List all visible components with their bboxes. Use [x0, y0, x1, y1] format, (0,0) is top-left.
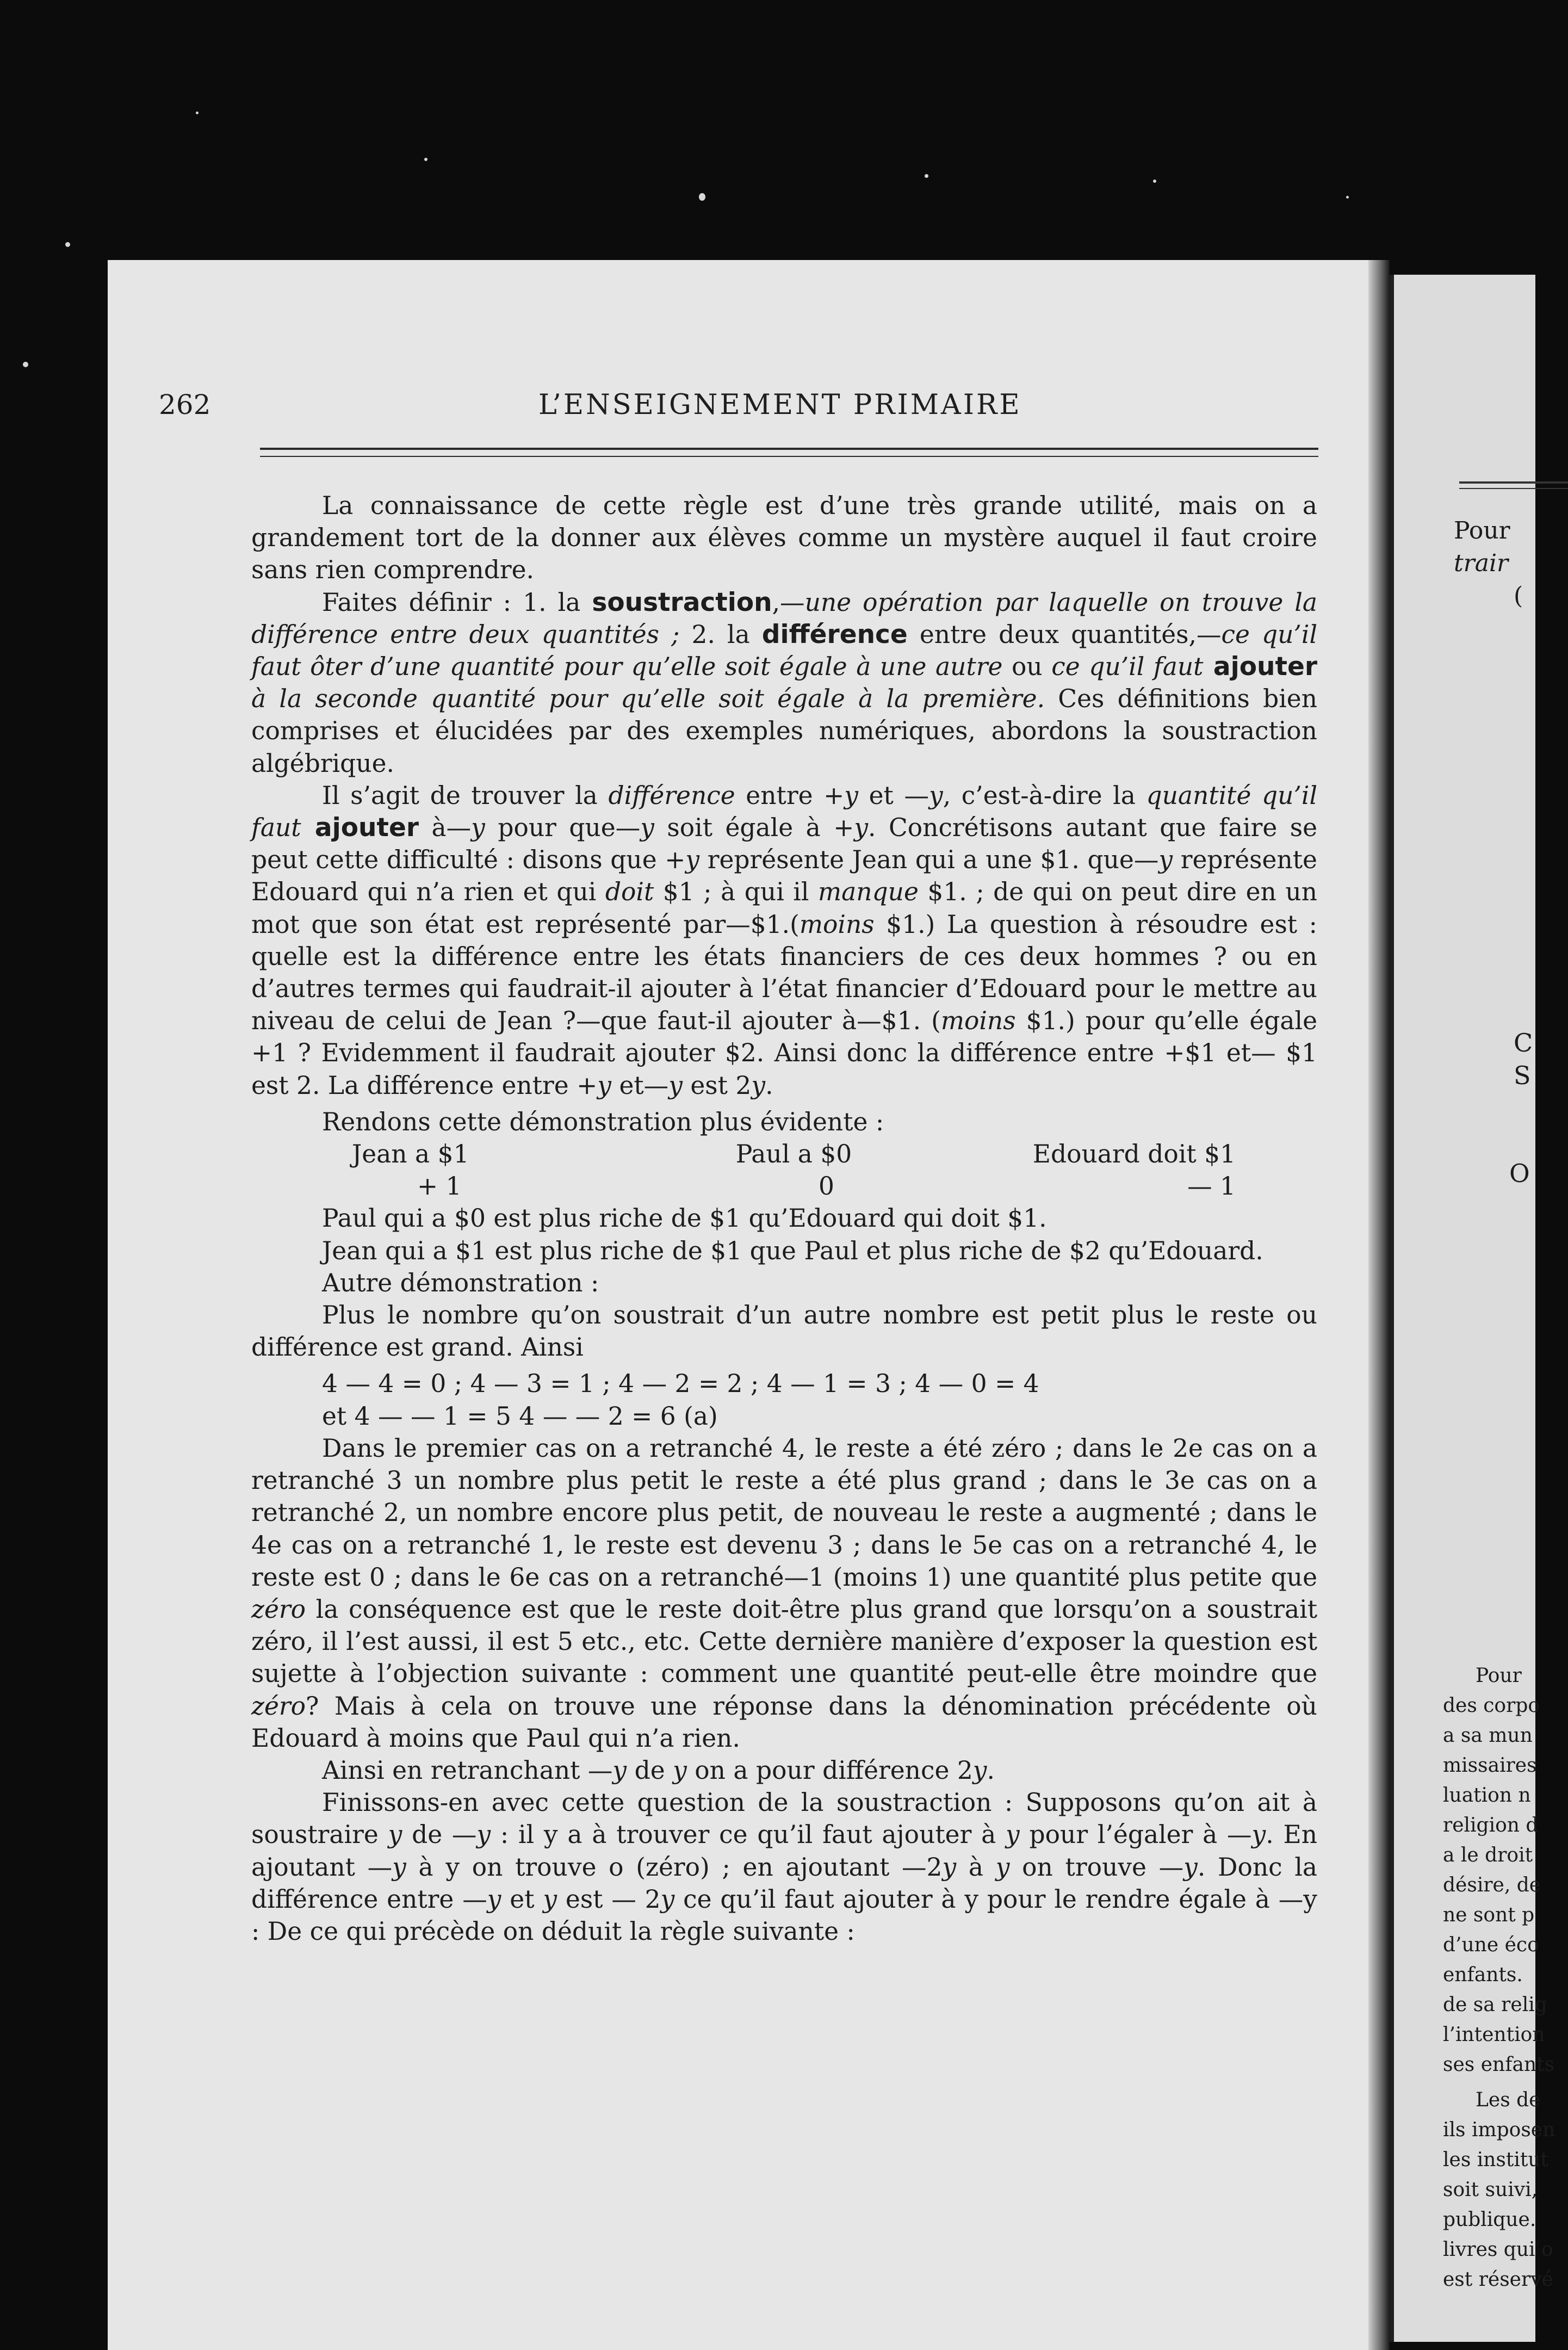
right-fragment: Pour: [1454, 517, 1510, 545]
right-fragment: soit suivi,: [1443, 2179, 1538, 2201]
paragraph-cases: Dans le premier cas on a retranché 4, le reste a été zéro ; dans le 2e cas on a retranché 3 un nombre plus petit le reste a été plus grand ; dans le 3e cas on a retranché 2, un nombre encore plus petit, de nouveau le reste a augmenté ; dans le 4e cas on a retranché 1, le reste est devenu 3 ; dans le 5e cas on a retranché 4, le reste est 0 ; dans le 6e cas on a retranché—1 (moins 1) une quantité plus petite que zéro la conséquence est que le reste doit-être plus grand que lorsqu’on a soustrait zéro, il l’est aussi, il est 5 etc., etc. Cette dernière manière d’exposer la question est sujette à l’objection suivante : comment une quantité peut-elle être moindre que zéro? Mais à cela on trouve une réponse dans la dénomination précédente où Edouard à moins que Paul qui n’a rien.: [251, 1433, 1317, 1753]
book-page-right: [1390, 275, 1555, 2342]
paragraph: Plus le nombre qu’on soustrait d’un autre nombre est petit plus le reste ou différence est grand. Ainsi: [251, 1301, 1317, 1362]
paragraph: Paul qui a $0 est plus riche de $1 qu’Edouard qui doit $1.: [322, 1204, 1047, 1233]
paragraph: Rendons cette démonstration plus évidente :: [322, 1107, 884, 1136]
right-fragment: a sa mun: [1443, 1724, 1533, 1747]
right-fragment: (: [1514, 582, 1523, 610]
paragraph: Ainsi en retranchant —y de y on a pour différence 2y.: [322, 1755, 995, 1785]
right-fragment: luation n: [1443, 1784, 1531, 1807]
right-fragment: ne sont p: [1443, 1904, 1535, 1926]
right-fragment: les institut: [1443, 2149, 1549, 2171]
right-fragment: publique.: [1443, 2209, 1536, 2231]
paragraph-conclusion: Finissons-en avec cette question de la soustraction : Supposons qu’on ait à soustraire y de —y : il y a à trouver ce qu’il faut ajouter à y pour l’égaler à —y. En ajoutant —y à y on trouve o (zéro) ; en ajoutant —2y à y on trouve —y. Donc la différence entre —y et y est — 2y ce qu’il faut ajouter à y pour le rendre égale à —y : De ce qui précède on déduit la règle suivante :: [251, 1788, 1318, 1946]
right-fragment: religion d: [1443, 1814, 1539, 1836]
body-text: [251, 490, 1317, 1947]
demo-cell: Edouard doit $1: [1032, 1140, 1236, 1169]
page-number: 262: [159, 389, 211, 420]
right-fragment: O: [1509, 1159, 1530, 1188]
equation-line: et 4 — — 1 = 5 4 — — 2 = 6 (a): [322, 1401, 718, 1431]
paragraph: La connaissance de cette règle est d’une très grande utilité, mais on a grandement tort de la donner aux élèves comme un mystère auquel il faut croire sans rien comprendre.: [251, 491, 1317, 585]
equation-line: 4 — 4 = 0 ; 4 — 3 = 1 ; 4 — 2 = 2 ; 4 — 1 = 3 ; 4 — 0 = 4: [322, 1369, 1039, 1399]
right-fragment: est réservé: [1443, 2268, 1553, 2291]
right-fragment: l’intention: [1443, 2024, 1545, 2046]
right-fragment: Pour: [1476, 1665, 1522, 1687]
right-fragment: ils imposen: [1443, 2119, 1555, 2141]
right-fragment: trair: [1454, 549, 1509, 577]
paragraph: Jean qui a $1 est plus riche de $1 que Paul et plus riche de $2 qu’Edouard.: [322, 1236, 1263, 1265]
demo-row-names: [251, 1138, 1317, 1170]
paragraph-difference: Il s’agit de trouver la différence entre +y et —y, c’est-à-dire la quantité qu’il faut ajouter à—y pour que—y soit égale à +y. Concrétisons autant que faire se peut cette difficulté : disons que +y représente Jean qui a une $1. que—y représente Edouard qui n’a rien et qui doit $1 ; à qui il manque $1. ; de qui on peut dire en un mot que son état est représenté par—$1.(moins $1.) La question à résoudre est : quelle est la différence entre les états financiers de ces deux hommes ? ou en d’autres termes qui faudrait-il ajouter à l’état financier d’Edouard pour le mettre au niveau de celui de Jean ?—que faut-il ajouter à—$1. (moins $1.) pour qu’elle égale +1 ? Evidemment il faudrait ajouter $2. Ainsi donc la différence entre +$1 et— $1 est 2. La différence entre +y et—y est 2y.: [251, 781, 1318, 1100]
header-rule: [260, 448, 1318, 450]
right-fragment: missaires: [1443, 1754, 1537, 1777]
demo-cell: Jean a $1: [352, 1140, 469, 1169]
right-fragment: Les de: [1476, 2089, 1541, 2111]
book-gutter: [1368, 260, 1390, 2350]
demo-row-values: [251, 1170, 1317, 1202]
right-fragment: des corpo: [1443, 1695, 1540, 1717]
right-fragment: désire, de: [1443, 1874, 1541, 1896]
paragraph: Autre démonstration :: [322, 1268, 599, 1297]
right-fragment: S: [1514, 1061, 1531, 1090]
header-rule-thin: [260, 456, 1318, 457]
right-fragment: ses enfants: [1443, 2054, 1555, 2076]
right-fragment: d’une éco: [1443, 1934, 1539, 1956]
demo-cell: — 1: [1187, 1172, 1236, 1201]
demo-cell: Paul a $0: [735, 1140, 852, 1169]
right-fragment: enfants.: [1443, 1964, 1523, 1986]
demo-cell: + 1: [417, 1172, 462, 1201]
demo-cell: 0: [819, 1172, 834, 1201]
right-fragment: de sa relig: [1443, 1994, 1547, 2016]
paragraph-definitions: Faites définir : 1. la soustraction,—une opération par laquelle on trouve la différence entre deux quantités ; 2. la différence entre deux quantités,—ce qu’il faut ôter d’une quantité pour qu’elle soit égale à une autre ou ce qu’il faut ajouter à la seconde quantité pour qu’elle soit égale à la première. Ces définitions bien comprises et élucidées par des exemples numériques, abordons la soustraction algébrique.: [251, 587, 1318, 778]
right-fragment: a le droit: [1443, 1844, 1533, 1866]
right-fragment: livres qui o: [1443, 2238, 1553, 2261]
running-head: L’ENSEIGNEMENT PRIMAIRE: [538, 389, 1022, 421]
right-fragment: C: [1514, 1028, 1533, 1058]
film-specks: [0, 0, 1517, 256]
